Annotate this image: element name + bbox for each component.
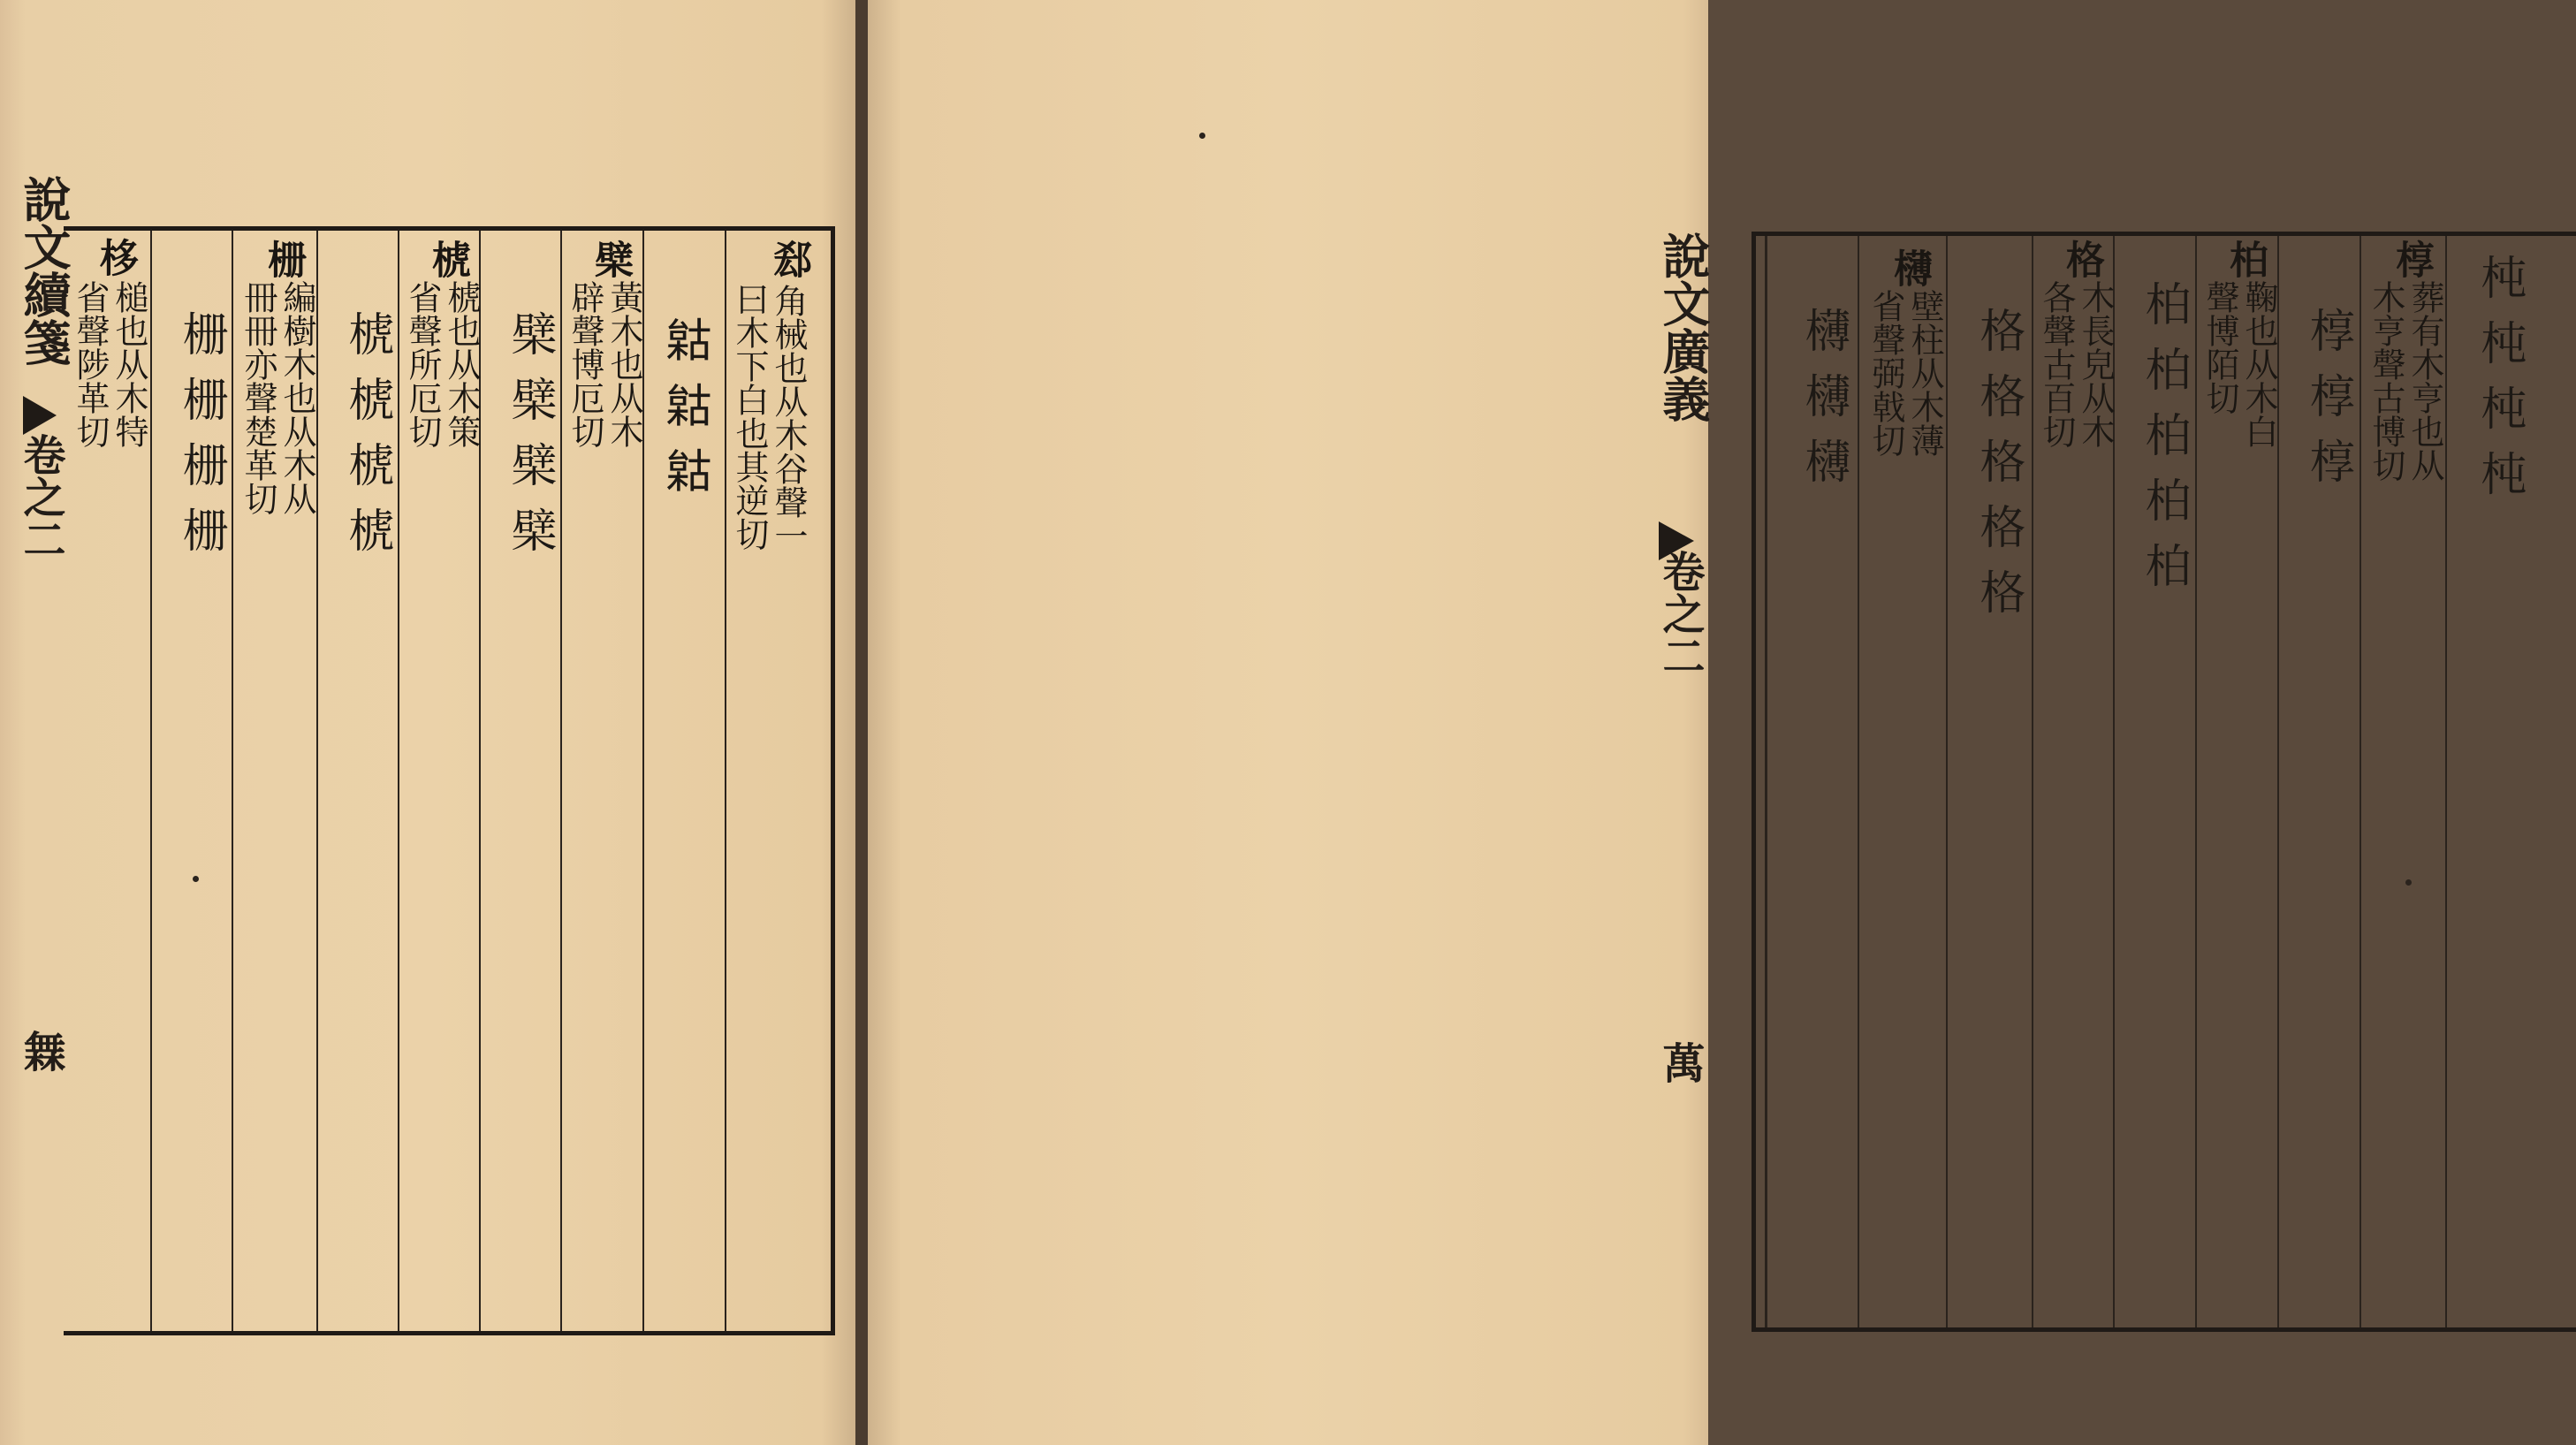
seal-script-forms: 欂欂欂 (1797, 307, 1850, 503)
column (2359, 236, 2445, 1327)
left-text-frame (64, 226, 835, 1335)
seal-script-forms: 杶杶杶杶 (2473, 254, 2526, 515)
entry-gloss: 槌也从木特 (110, 280, 148, 448)
right-margin-title: 說文廣義 (1655, 232, 1712, 422)
left-margin-title: 說文續箋 (16, 175, 72, 366)
right-page (868, 0, 2526, 1445)
entry-gloss: 葬有木亨也从 (2405, 280, 2444, 482)
column (479, 231, 560, 1331)
column (725, 231, 831, 1331)
column (2445, 236, 2534, 1327)
column (150, 231, 232, 1331)
seal-script-forms: 檗檗檗檗 (503, 310, 556, 572)
entry-gloss: 黃木也从木 (604, 280, 643, 448)
entry-head: 椃 (425, 240, 470, 278)
column (64, 231, 150, 1331)
column (398, 231, 479, 1331)
entry-gloss: 椃也从木策 (442, 280, 481, 448)
column (2113, 236, 2195, 1327)
seal-script-forms: 柏柏柏柏柏 (2137, 280, 2190, 607)
right-margin-volume: 卷之二 (1655, 550, 1705, 677)
entry-gloss: 聲博陌切 (2200, 280, 2239, 414)
entry-gloss: 壁柱从木薄 (1905, 289, 1944, 457)
entry-gloss: 各聲古百切 (2037, 280, 2076, 448)
entry-head: 柏 (2223, 240, 2268, 278)
entry-gloss: 省聲弼戟切 (1866, 289, 1905, 457)
entry-gloss: 省聲所厄切 (403, 280, 442, 448)
column (1765, 236, 1858, 1327)
entry-head: 栅 (261, 240, 306, 278)
seal-script-forms: 栅栅栅栅 (174, 310, 227, 572)
entry-gloss: 省聲陟革切 (71, 280, 110, 448)
entry-head: 郄 (766, 240, 811, 278)
entry-head: 栘 (93, 238, 138, 277)
ink-dot (193, 876, 199, 882)
entry-head: 檗 (588, 240, 633, 278)
ink-dot (2405, 879, 2412, 886)
entry-gloss: 曰木下白也其逆切 (730, 282, 769, 551)
entry-gloss: 鞠也从木白 (2239, 280, 2278, 448)
entry-head: 格 (2059, 240, 2104, 278)
entry-gloss: 冊冊亦聲楚革切 (239, 280, 277, 515)
column (1858, 236, 1946, 1327)
column (560, 231, 642, 1331)
right-text-frame (1752, 232, 2576, 1332)
ink-dot (1199, 133, 1205, 139)
left-margin-marker: 橆 (16, 1030, 65, 1072)
entry-head: 欂 (1887, 248, 1932, 287)
seal-script-forms: 𣗺𣗺𣗺 (660, 319, 713, 515)
column (232, 231, 316, 1331)
book-gutter (855, 0, 868, 1445)
left-margin-fishtail (23, 396, 57, 435)
entry-head: 椁 (2389, 240, 2434, 278)
seal-script-forms: 格格格格格 (1972, 307, 2025, 634)
column (2195, 236, 2277, 1327)
entry-gloss: 編樹木也从木从 (277, 280, 316, 515)
seal-script-forms: 椁椁椁 (2301, 307, 2354, 503)
column (2277, 236, 2359, 1327)
entry-gloss: 辟聲博厄切 (566, 280, 604, 448)
column (642, 231, 725, 1331)
left-margin-volume: 卷之二 (16, 433, 65, 560)
column (2032, 236, 2113, 1327)
entry-gloss: 木長皃从木 (2076, 280, 2115, 448)
seal-script-forms: 椃椃椃椃 (340, 310, 393, 572)
entry-gloss: 木亨聲古博切 (2367, 280, 2405, 482)
entry-gloss: 角械也从木谷聲一 (769, 284, 808, 552)
column (316, 231, 398, 1331)
left-page (0, 0, 855, 1445)
right-margin-marker: 萬 (1655, 1041, 1705, 1084)
column (1946, 236, 2032, 1327)
